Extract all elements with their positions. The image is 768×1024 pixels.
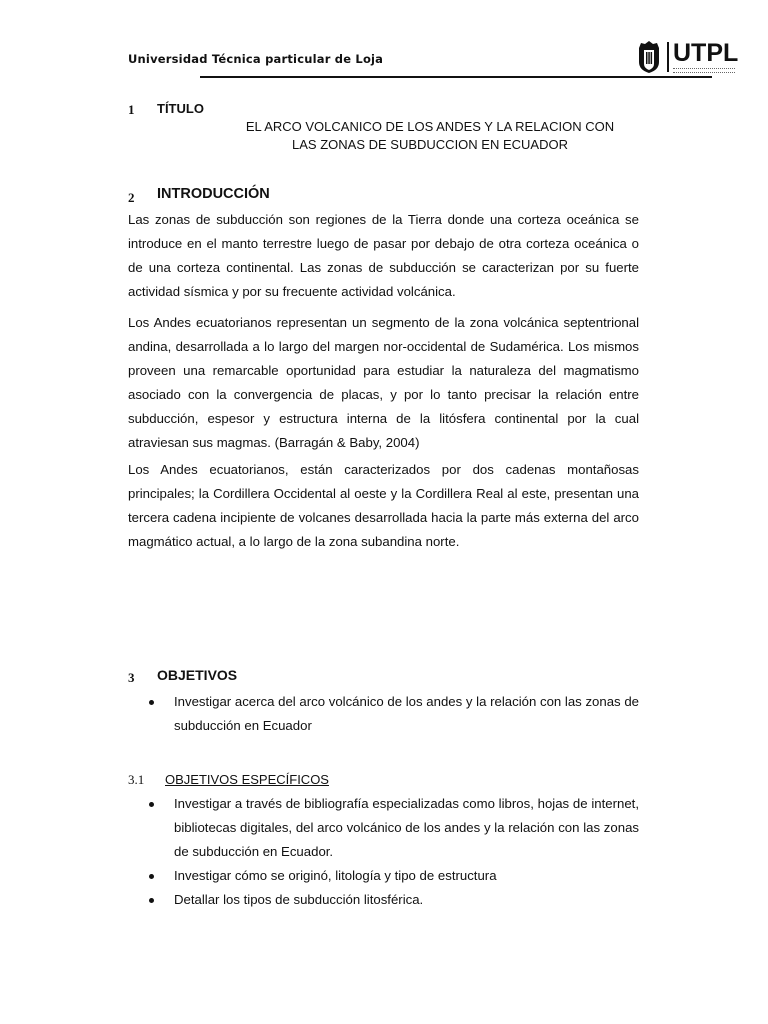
intro-paragraph-2: Los Andes ecuatorianos representan un segmento de la zona volcánica septentrional andina, desarrollada a lo largo del margen nor-occidental de Sudamérica. Los mismos proveen una remarcable oportunidad para estudiar la naturaleza del magmatismo asociado con la convergencia de placas, y por lo tanto precisar la relación entre subducción, espesor y estructura interna de la litósfera continental por la cual atraviesan sus magmas. (Barragán & Baby, 2004) (128, 315, 639, 450)
bullet-icon (149, 898, 154, 903)
university-seal-icon (636, 40, 662, 74)
objective-text: Investigar acerca del arco volcánico de los andes y la relación con las zonas de subducción en Ecuador (174, 694, 639, 733)
bullet-icon (149, 802, 154, 807)
list-item (128, 888, 639, 912)
list-item (128, 792, 639, 864)
document-title-line-1: EL ARCO VOLCANICO DE LOS ANDES Y LA RELACION CON (245, 119, 615, 134)
section-3-number: 3 (128, 670, 135, 685)
specific-objective-text: Investigar a través de bibliografía especializadas como libros, hojas de internet, bibliotecas digitales, del arco volcánico de los andes y la relación con las zonas de subducción en Ecuador. (174, 796, 639, 859)
section-2-heading: INTRODUCCIÓN (157, 186, 270, 202)
objectives-list (128, 690, 639, 738)
logo-text: UTPL (673, 39, 739, 67)
utpl-logo (636, 40, 740, 76)
university-name: Universidad Técnica particular de Loja (128, 52, 384, 66)
header-rule (200, 76, 712, 78)
specific-objectives-list (128, 792, 639, 912)
section-1-number: 1 (128, 102, 135, 117)
specific-objective-text: Investigar cómo se originó, litología y tipo de estructura (174, 868, 497, 883)
document-title-line-2: LAS ZONAS DE SUBDUCCION EN ECUADOR (292, 137, 568, 152)
list-item (128, 864, 639, 888)
intro-paragraph-1: Las zonas de subducción son regiones de la Tierra donde una corteza oceánica se introduce en el manto terrestre luego de pasar por debajo de otra corteza oceánica o de una corteza continental. Las zonas de subducción se caracterizan por su fuerte actividad sísmica y por su frecuente actividad volcánica. (128, 212, 639, 299)
logo-subtitle-line (673, 68, 735, 73)
intro-paragraph-3: Los Andes ecuatorianos, están caracterizados por dos cadenas montañosas principales; la Cordillera Occidental al oeste y la Cordillera Real al este, presentan una tercera cadena incipiente de volcanes desarrollada hacia la parte más externa del arco magmático actual, a lo largo de la zona subandina norte. (128, 462, 639, 549)
section-2-number: 2 (128, 190, 135, 205)
specific-objective-text: Detallar los tipos de subducción litosférica. (174, 892, 424, 907)
subsection-3-1-number: 3.1 (128, 772, 145, 787)
section-3-heading: OBJETIVOS (157, 667, 238, 683)
list-item (128, 690, 639, 738)
section-1-heading: TÍTULO (157, 101, 204, 116)
bullet-icon (149, 700, 154, 705)
logo-divider (667, 42, 669, 72)
subsection-3-1-heading: OBJETIVOS ESPECÍFICOS (165, 772, 329, 787)
bullet-icon (149, 874, 154, 879)
